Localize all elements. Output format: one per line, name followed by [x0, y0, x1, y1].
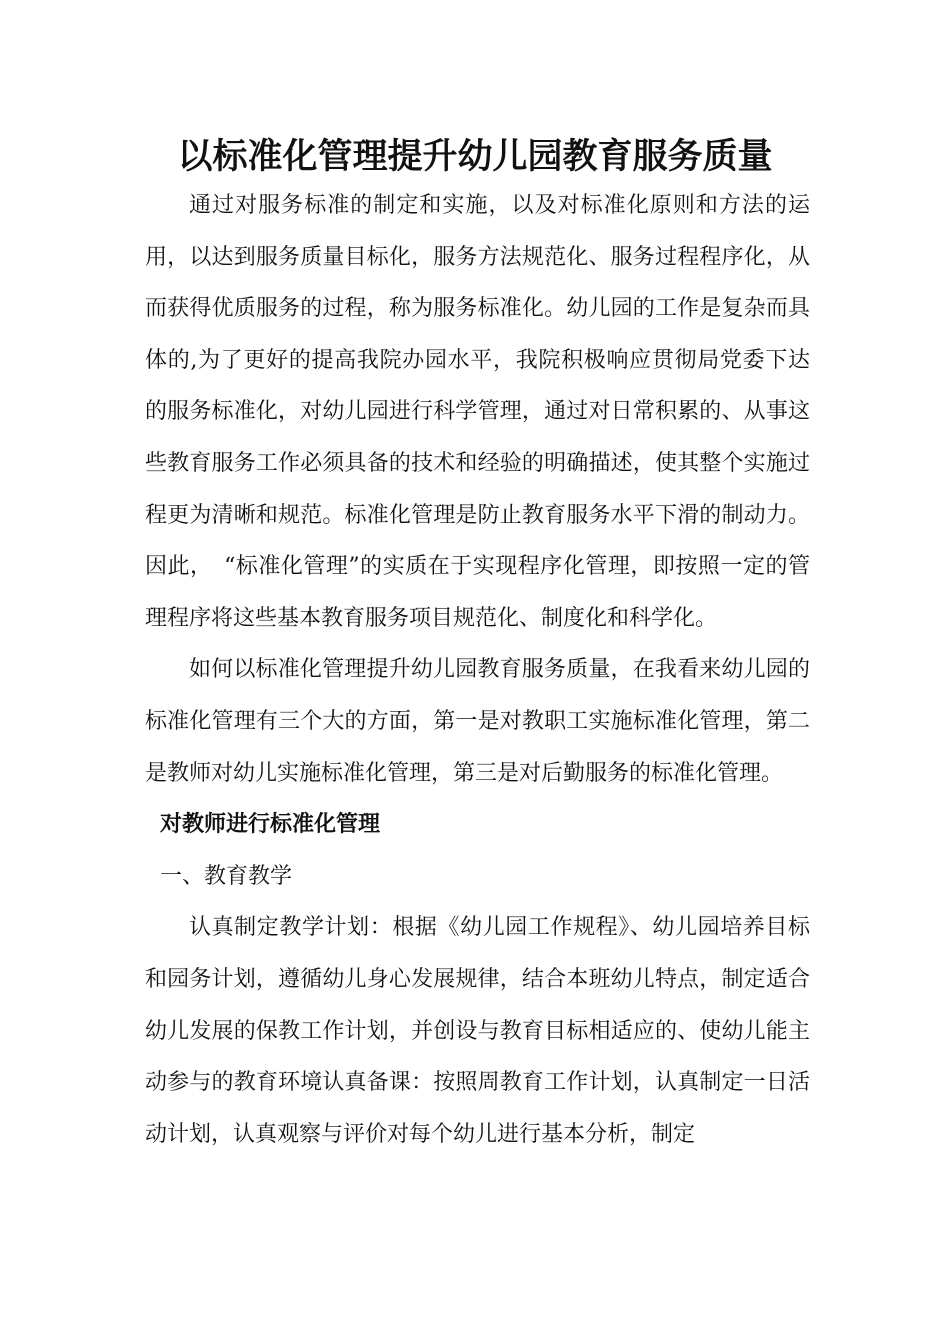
subsection-heading-education-teaching: 一、教育教学	[160, 863, 293, 889]
document-body	[145, 180, 810, 1160]
section-heading-teacher-management: 对教师进行标准化管理	[160, 811, 381, 838]
document-title: 以标准化管理提升幼儿园教育服务质量	[177, 136, 773, 177]
paragraph-intro: 通过对服务标准的制定和实施，以及对标准化原则和方法的运用，以达到服务质量目标化，服务方法规范化、服务过程程序化，从而获得优质服务的过程，称为服务标准化。幼儿园的工作是复杂而具体的,为了更好的提高我院办园水平，我院积极响应贯彻局党委下达的服务标准化，对幼儿园进行科学管理，通过对日常积累的、从事这些教育服务工作必须具备的技术和经验的明确描述，使其整个实施过程更为清晰和规范。标准化管理是防止教育服务水平下滑的制动力。因此， “标准化管理”的实质在于实现程序化管理，即按照一定的管理程序将这些基本教育服务项目规范化、制度化和科学化。	[145, 193, 810, 631]
paragraph-teaching-plan: 认真制定教学计划：根据《幼儿园工作规程》、幼儿园培养目标和园务计划，遵循幼儿身心发展规律，结合本班幼儿特点，制定适合幼儿发展的保教工作计划，并创设与教育目标相适应的、使幼儿能主动参与的教育环境认真备课：按照周教育工作计划，认真制定一日活动计划，认真观察与评价对每个幼儿进行基本分析，制定	[145, 915, 810, 1147]
paragraph-three-aspects: 如何以标准化管理提升幼儿园教育服务质量，在我看来幼儿园的标准化管理有三个大的方面，第一是对教职工实施标准化管理，第二是教师对幼儿实施标准化管理，第三是对后勤服务的标准化管理。	[145, 657, 810, 786]
